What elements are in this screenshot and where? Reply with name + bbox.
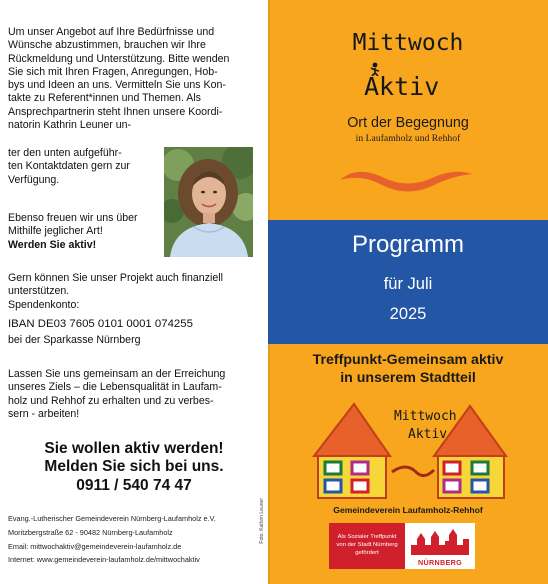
finance-text: Gern können Sie unser Projekt auch finanziell unterstützen.	[8, 272, 223, 298]
badge-text: Als Sozialer Treffpunkt von der Stadt Nürnberg gefördert	[329, 523, 405, 569]
logo-text-aktiv: Aktiv	[408, 427, 448, 442]
photo-credit: Foto: Kathrin Leuner	[259, 498, 265, 544]
subtitle: Ort der Begegnung	[347, 115, 469, 131]
program-banner	[268, 220, 548, 344]
program-title: Programm	[351, 231, 465, 258]
program-month: für Juli	[383, 275, 433, 293]
intro-paragraph: Um unser Angebot auf Ihre Bedürfnisse und Wünsche abzustimmen, brauchen wir Ihre Rückmeldung und Unterstützung. Bitte wenden Sie sich mit Ihren Fragen, Anregungen, Hob- bys und Ideen an uns. Vermitteln Sie uns Kon- takte zu Referent*innen und Themen. Als Ansprechpartnerin steht Ihnen unsere Koordi- natorin Kathrin Leuner un-	[8, 26, 230, 132]
nuernberg-badge	[329, 523, 475, 569]
city-skyline-icon	[409, 527, 471, 557]
coordinator-photo	[164, 147, 253, 257]
goal-paragraph: Lassen Sie uns gemeinsam an der Erreichung unseres Ziels – die Lebensqualität in Laufam- holz und Rehhof zu erhalten und zu verbes- sern - arbeiten!	[8, 368, 226, 420]
donation-account-label: Spendenkonto:	[8, 299, 80, 311]
right-panel	[268, 0, 548, 584]
swoosh-graphic	[336, 160, 476, 196]
logo-caption: Gemeindeverein Laufamholz-Rehhof	[333, 505, 483, 515]
help-text: Ebenso freuen wir uns über Mithilfe jeglicher Art!	[8, 212, 138, 238]
badge-city-name: NÜRNBERG	[418, 558, 462, 567]
bank-name: bei der Sparkasse Nürnberg	[8, 334, 141, 346]
tagline: Treffpunkt-Gemeinsam aktiv in unserem Stadtteil	[312, 352, 504, 386]
address-street: Moritzbergstraße 62 - 90482 Nürnberg-Laufamholz	[8, 528, 173, 537]
iban-number: IBAN DE03 7605 0101 0001 074255	[8, 318, 193, 330]
title-aktiv: Aktiv	[364, 72, 440, 101]
houses-logo	[310, 398, 510, 502]
address-email[interactable]: Email: mittwochaktiv@gemeindeverein-laufamholz.de	[8, 542, 182, 551]
help-callout: Werden Sie aktiv!	[8, 239, 97, 251]
title-mittwoch: Mittwoch	[352, 30, 464, 56]
subtitle-location: in Laufamholz und Rehhof	[355, 133, 461, 144]
left-panel	[0, 0, 268, 584]
logo-text-mittwoch: Mittwoch	[394, 409, 457, 424]
portrait-image	[164, 147, 253, 257]
program-year: 2025	[389, 305, 427, 323]
address-organisation: Evang.-Lutherischer Gemeindeverein Nürnberg-Laufamholz e.V.	[8, 514, 216, 523]
intro-paragraph-continued: ter den unten aufgeführ- ten Kontaktdaten gern zur Verfügung.	[8, 147, 130, 186]
address-website[interactable]: Internet: www.gemeindeverein-laufamholz.de/mittwochaktiv	[8, 555, 200, 564]
contact-call-to-action: Sie wollen aktiv werden! Melden Sie sich bei uns. 0911 / 540 74 47	[44, 440, 224, 494]
